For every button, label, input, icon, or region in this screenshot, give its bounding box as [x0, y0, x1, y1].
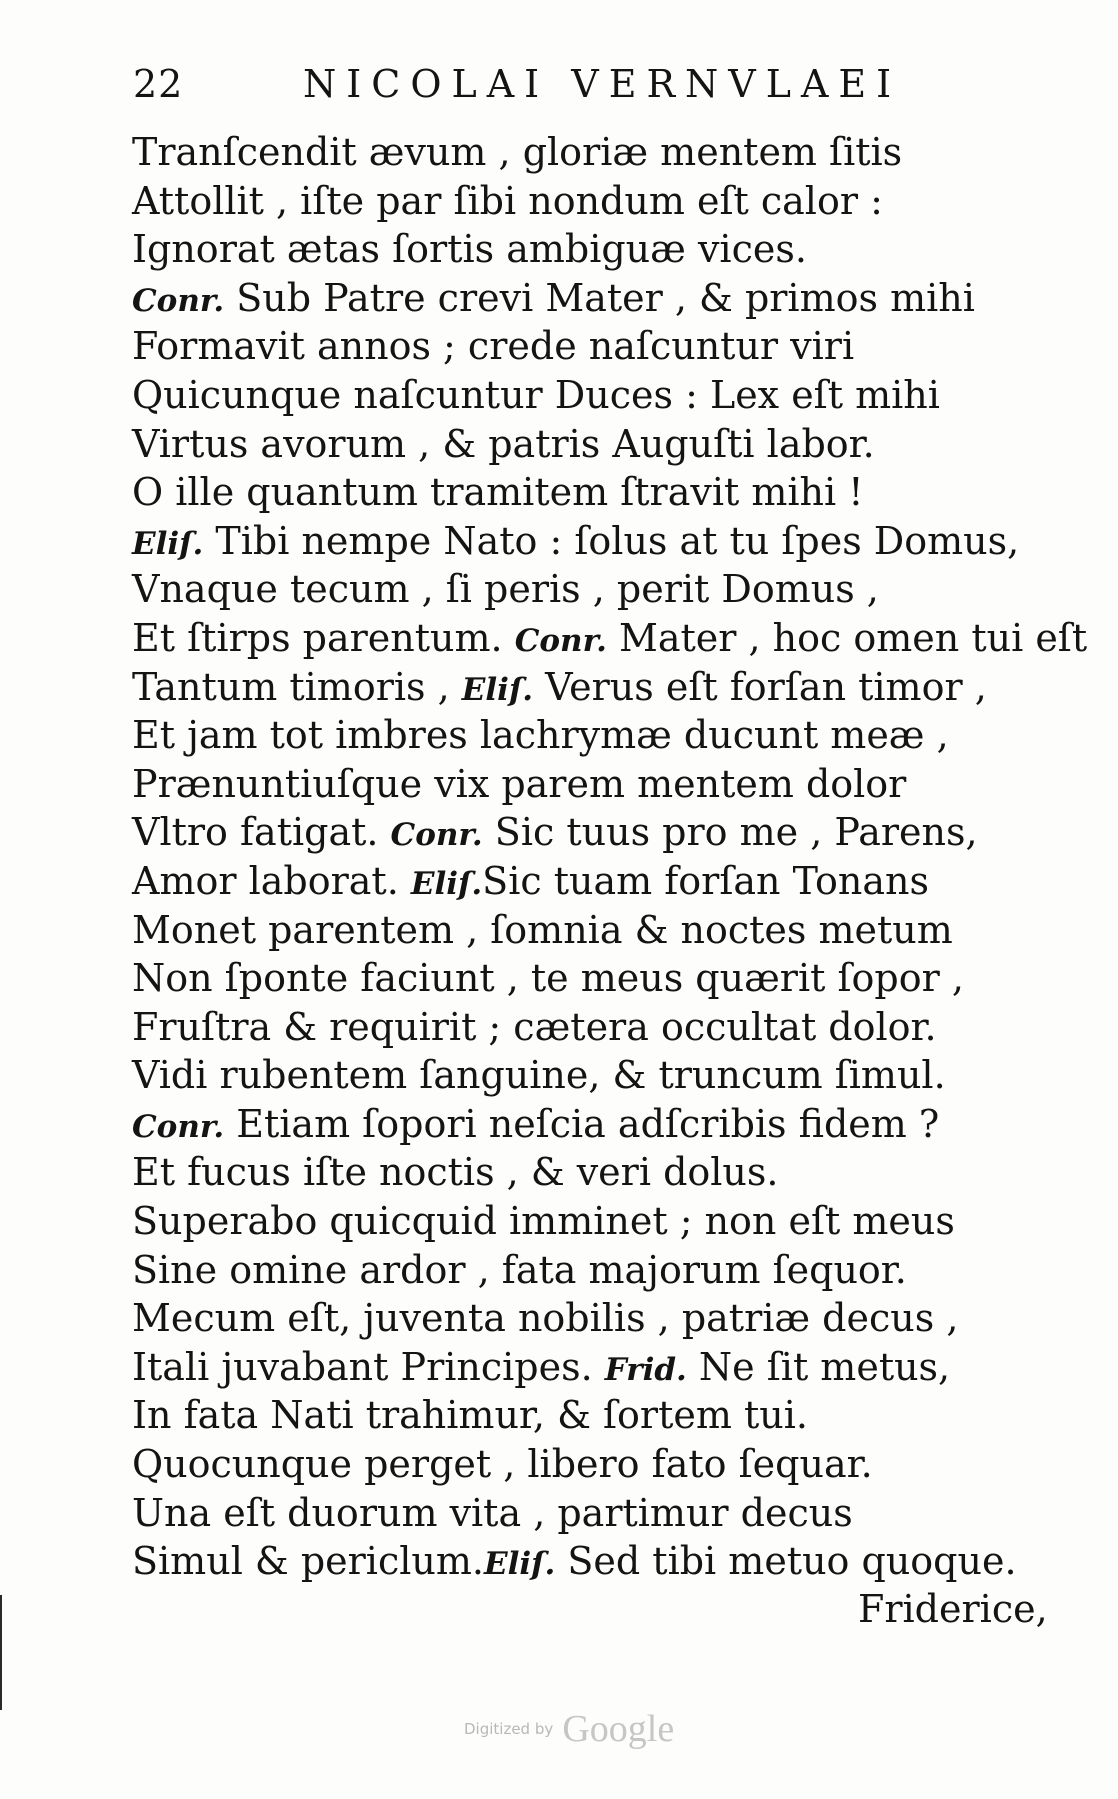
verse-text: Fruſtra & requirit ; cætera occultat dolor. [132, 1004, 937, 1049]
verse-text: Quocunque perget , libero fato ſequar. [132, 1442, 873, 1487]
verse-line [132, 808, 1052, 857]
speaker-abbreviation: Eliſ. [410, 865, 483, 902]
verse-text: Tibi nempe Nato : ſolus at tu ſpes Domus, [203, 518, 1020, 563]
verse-text: Sub Patre crevi Mater , & primos mihi [224, 275, 975, 320]
digitized-by-label: Digitized by [464, 1720, 554, 1738]
verse-line [132, 420, 1052, 469]
digitized-by-google-watermark [464, 1707, 714, 1757]
verse-text: O ille quantum tramitem ſtravit mihi ! [132, 470, 864, 515]
verse-line [132, 225, 1052, 274]
verse-text: Una eſt duorum vita , partimur decus [132, 1490, 853, 1535]
verse-text: Attollit , iſte par ſibi nondum eſt calor : [132, 178, 883, 223]
speaker-abbreviation: Conr. [514, 622, 607, 659]
speaker-abbreviation: Conr. [132, 1108, 225, 1145]
verse-line [132, 760, 1052, 809]
verse-text: Vnaque tecum , ſi peris , perit Domus , [132, 567, 879, 612]
verse-line [132, 1343, 1052, 1392]
verse-line [132, 468, 1052, 517]
verse-line [132, 906, 1052, 955]
verse-text: Et ſtirps parentum. [132, 615, 515, 660]
verse-line [132, 1537, 1052, 1586]
verse-line [132, 517, 1052, 566]
verse-text-block [132, 128, 1088, 1586]
verse-line [132, 663, 1052, 712]
verse-text: Verus eſt forſan timor , [533, 664, 987, 709]
verse-line [132, 565, 1052, 614]
speaker-abbreviation: Eliſ. [132, 525, 204, 562]
verse-line [132, 1197, 1052, 1246]
verse-text: Formavit annos ; crede naſcuntur viri [132, 324, 855, 369]
verse-text: Et fucus iſte noctis , & veri dolus. [132, 1150, 779, 1195]
speaker-abbreviation: Eliſ. [461, 671, 534, 708]
verse-text: Non ſponte faciunt , te meus quærit ſopor , [132, 956, 964, 1001]
verse-text: Mecum eſt, juventa nobilis , patriæ decus , [132, 1296, 959, 1341]
verse-text: Sine omine ardor , fata majorum ſequor. [132, 1247, 907, 1292]
verse-line [132, 1148, 1052, 1197]
verse-text: Sic tuam forſan Tonans [482, 858, 929, 903]
verse-line [132, 614, 1088, 663]
verse-text: Monet parentem , ſomnia & noctes metum [132, 907, 953, 952]
verse-line [132, 1051, 1052, 1100]
verse-text: Etiam ſopori neſcia adſcribis fidem ? [224, 1101, 940, 1146]
verse-text: Et jam tot imbres lachrymæ ducunt meæ , [132, 713, 949, 758]
verse-line [132, 711, 1052, 760]
verse-text: Itali juvabant Principes. [132, 1344, 605, 1389]
verse-text: Amor laborat. [132, 858, 411, 903]
verse-line [132, 1294, 1052, 1343]
verse-line [132, 128, 1052, 177]
verse-text: Virtus avorum , & patris Auguſti labor. [132, 421, 875, 466]
verse-text: Ignorat ætas ſortis ambiguæ vices. [132, 227, 807, 272]
running-head: NICOLAI VERNVLAEI [303, 62, 902, 106]
verse-line [132, 371, 1052, 420]
verse-line [132, 1100, 1052, 1149]
verse-line [132, 1003, 1052, 1052]
catchword: Friderice, [858, 1587, 1048, 1631]
verse-text: Superabo quicquid imminet ; non eſt meus [132, 1199, 955, 1244]
page-number: 22 [133, 62, 184, 106]
page-edge-mark [0, 1595, 2, 1710]
verse-line [132, 1391, 1052, 1440]
verse-line [132, 1489, 1052, 1538]
verse-text: Sed tibi metuo quoque. [555, 1539, 1017, 1584]
verse-text: Sic tuus pro me , Parens, [482, 810, 978, 855]
verse-line [132, 322, 1052, 371]
verse-line [132, 954, 1052, 1003]
verse-text: In fata Nati trahimur, & ſortem tui. [132, 1393, 808, 1438]
speaker-abbreviation: Eliſ. [483, 1546, 556, 1583]
verse-text: Simul & periclum. [132, 1539, 484, 1584]
verse-text: Mater , hoc omen tui eſt [606, 615, 1088, 660]
speaker-abbreviation: Conr. [390, 817, 483, 854]
verse-line [132, 1440, 1052, 1489]
verse-text: Ne ſit metus, [686, 1344, 951, 1389]
speaker-abbreviation: Conr. [132, 282, 225, 319]
verse-line [132, 1246, 1052, 1295]
verse-text: Tantum timoris , [132, 664, 462, 709]
verse-text: Vltro fatigat. [132, 810, 391, 855]
verse-text: Quicunque naſcuntur Duces : Lex eſt mihi [132, 372, 940, 417]
verse-line [132, 177, 1052, 226]
speaker-abbreviation: Frid. [604, 1351, 687, 1388]
verse-text: Vidi rubentem ſanguine, & truncum ſimul. [132, 1053, 946, 1098]
page-header [133, 62, 933, 122]
verse-line [132, 857, 1052, 906]
verse-line [132, 274, 1052, 323]
verse-text: Tranſcendit ævum , gloriæ mentem ſitis [132, 130, 903, 174]
verse-text: Prænuntiuſque vix parem mentem dolor [132, 761, 907, 806]
google-logo-text: Google [562, 1708, 675, 1750]
